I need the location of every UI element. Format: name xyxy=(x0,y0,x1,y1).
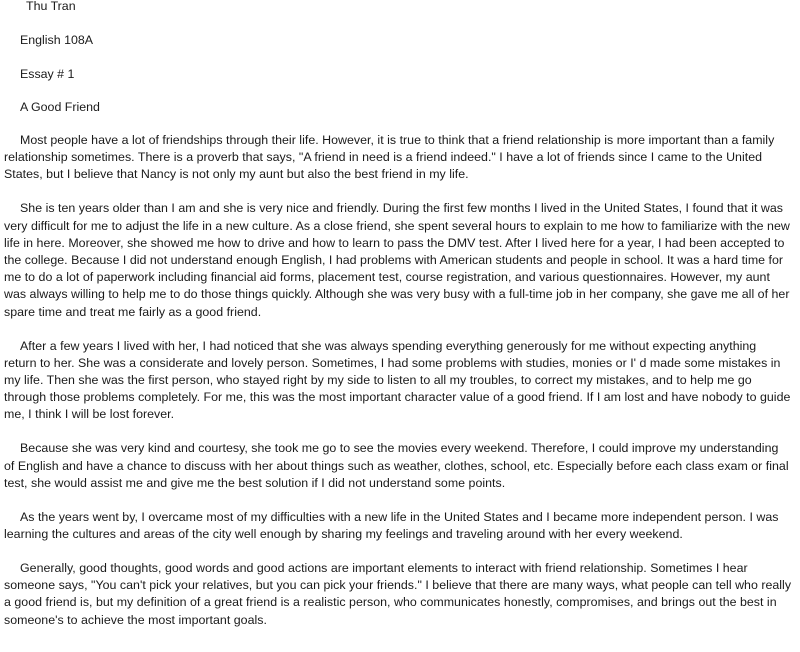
essay-title: A Good Friend xyxy=(20,100,100,114)
essay-body xyxy=(4,132,792,646)
essay-number: Essay # 1 xyxy=(20,67,75,81)
paragraph-aunt-help: She is ten years older than I am and she is very nice and friendly. During the first few months I lived in the United States, I found that it was very difficult for me to adjust the life in a new culture. As a close friend, she spent several hours to explain to me how to familiarize with the new life in here. Moreover, she showed me how to drive and how to learn to pass the DMV test. After I lived here for a year, I had been accepted to the college. Because I did not understand enough English, I had problems with American students and people in school. It was a hard time for me to do a lot of paperwork including financial aid forms, placement test, course registration, and various questionnaires. However, my aunt was always willing to help me to do those things quickly. Although she was very busy with a full-time job in her company, she gave me all of her spare time and treat me fairly as a good friend. xyxy=(4,201,790,319)
paragraph-generosity: After a few years I lived with her, I had noticed that she was always spending everything generously for me without expecting anything return to her. She was a considerate and lovely person. Sometimes, I had some problems with studies, monies or I' d made some mistakes in my life. Then she was the first person, who stayed right by my side to listen to all my troubles, to correct my mistakes, and to help me go through those problems completely. For me, this was the most important character value of a good friend. If I am lost and have nobody to guide me, I think I will be lost forever. xyxy=(4,338,791,422)
paragraph-conclusion: Generally, good thoughts, good words and good actions are important elements to interact with friend relationship. Sometimes I hear someone says, "You can't pick your relatives, but you can pick your friends." I believe that there are many ways, what people can tell who really a good friend is, but my definition of a great friend is a realistic person, who communicates honestly, compromises, and brings out the best in someone's to achieve the most important goals. xyxy=(4,561,792,627)
author-name: Thu Tran xyxy=(26,0,76,13)
paragraph-movies: Because she was very kind and courtesy, she took me go to see the movies every weekend. Therefore, I could improve my understanding of English and have a chance to discuss with her about things such as weather, clothes, school, etc. Especially before each class exam or final test, she would assist me and give me the best solution if I did not understand some points. xyxy=(4,441,789,490)
paragraph-intro: Most people have a lot of friendships through their life. However, it is true to think that a friend relationship is more important than a family relationship sometimes. There is a proverb that says, "A friend in need is a friend indeed." I have a lot of friends since I came to the United States, but I believe that Nancy is not only my aunt but also the best friend in my life. xyxy=(4,133,775,182)
course-name: English 108A xyxy=(20,33,94,47)
paragraph-independence: As the years went by, I overcame most of my difficulties with a new life in the United States and I became more independent person. I was learning the cultures and areas of the city well enough by sharing my feelings and traveling around with her every weekend. xyxy=(4,509,779,542)
